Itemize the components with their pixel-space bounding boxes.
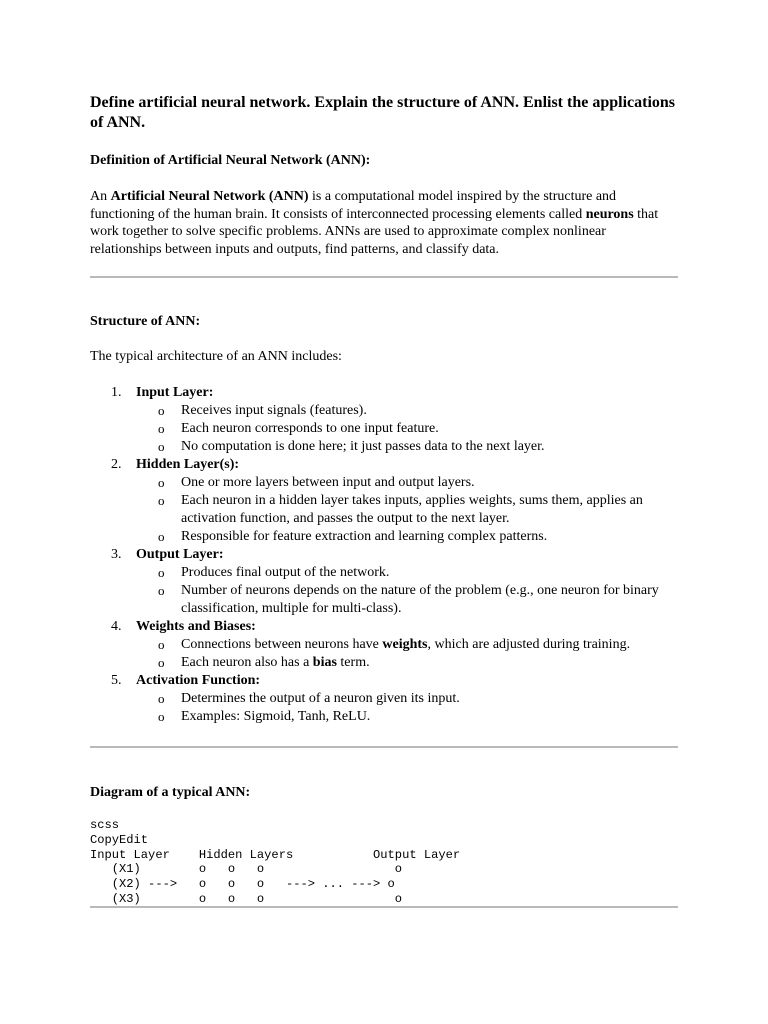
sub-item bbox=[136, 708, 680, 726]
bullet-marker: o bbox=[158, 475, 165, 490]
item-title: Input Layer: bbox=[136, 385, 214, 400]
item-number: 4. bbox=[111, 619, 122, 634]
diagram-heading: Diagram of a typical ANN: bbox=[90, 785, 251, 800]
sub-item-text: Determines the output of a neuron given its input. bbox=[181, 691, 460, 706]
sub-item-bold: weights bbox=[382, 637, 428, 652]
horizontal-rule bbox=[90, 276, 678, 278]
item-title: Activation Function: bbox=[136, 673, 261, 688]
sub-item-text: Number of neurons depends on the nature of the problem (e.g., one neuron for binary classification, multiple for multi-class). bbox=[181, 583, 659, 616]
sub-item bbox=[136, 438, 680, 456]
definition-text-1: An bbox=[90, 189, 111, 204]
sub-item-text: Receives input signals (features). bbox=[181, 403, 367, 418]
sub-item-text: One or more layers between input and output layers. bbox=[181, 475, 475, 490]
bullet-marker: o bbox=[158, 637, 165, 652]
bullet-marker: o bbox=[158, 493, 165, 508]
code-line: scss bbox=[90, 818, 120, 832]
sub-item-text: Each neuron corresponds to one input feature. bbox=[181, 421, 439, 436]
bullet-marker: o bbox=[158, 529, 165, 544]
sub-item bbox=[136, 492, 680, 528]
item-number: 1. bbox=[111, 385, 122, 400]
diagram-code-block bbox=[90, 818, 680, 907]
item-title: Weights and Biases: bbox=[136, 619, 256, 634]
sub-item bbox=[136, 420, 680, 438]
structure-item bbox=[90, 456, 680, 546]
bullet-marker: o bbox=[158, 655, 165, 670]
sub-item-text: Connections between neurons have bbox=[181, 637, 383, 652]
bullet-marker: o bbox=[158, 565, 165, 580]
sub-list bbox=[136, 402, 680, 456]
bullet-marker: o bbox=[158, 439, 165, 454]
sub-item bbox=[136, 402, 680, 420]
sub-item bbox=[136, 654, 680, 672]
code-line: CopyEdit bbox=[90, 832, 149, 847]
structure-item bbox=[90, 546, 680, 618]
structure-heading: Structure of ANN: bbox=[90, 314, 201, 329]
bullet-marker: o bbox=[158, 691, 165, 706]
item-title: Output Layer: bbox=[136, 547, 224, 562]
code-line: (X1) o o o o bbox=[90, 862, 403, 877]
sub-item bbox=[136, 564, 680, 582]
sub-list bbox=[136, 564, 680, 618]
sub-item-text: Produces final output of the network. bbox=[181, 565, 390, 580]
sub-item bbox=[136, 690, 680, 708]
sub-item bbox=[136, 474, 680, 492]
item-number: 5. bbox=[111, 673, 122, 688]
sub-item-text: Each neuron also has a bbox=[181, 655, 313, 670]
horizontal-rule bbox=[90, 746, 678, 748]
definition-bold-neurons: neurons bbox=[585, 206, 634, 222]
structure-item bbox=[90, 384, 680, 456]
item-title: Hidden Layer(s): bbox=[136, 457, 240, 472]
definition-text-3: that work together to solve specific problems. ANNs are used to approximate complex nonlinear relationships between inputs and outputs, find patterns, and classify data. bbox=[90, 206, 659, 258]
sub-list bbox=[136, 636, 680, 672]
bullet-marker: o bbox=[158, 583, 165, 598]
sub-item bbox=[136, 582, 680, 618]
code-line: (X2) ---> o o o ---> ... ---> o bbox=[90, 877, 395, 892]
sub-item-text: , which are adjusted during training. bbox=[427, 637, 631, 652]
bullet-marker: o bbox=[158, 421, 165, 436]
definition-heading: Definition of Artificial Neural Network (ANN): bbox=[90, 153, 371, 168]
sub-item-text: term. bbox=[336, 655, 370, 670]
sub-item-text: Each neuron in a hidden layer takes inputs, applies weights, sums them, applies an activation function, and passes the output to the next layer. bbox=[181, 493, 643, 526]
sub-item-bold: bias bbox=[312, 655, 337, 670]
definition-paragraph bbox=[90, 188, 680, 259]
sub-item-text: Examples: Sigmoid, Tanh, ReLU. bbox=[181, 709, 371, 724]
sub-item-text: Responsible for feature extraction and learning complex patterns. bbox=[181, 529, 548, 544]
question-title: Define artificial neural network. Explain the structure of ANN. Enlist the applications of ANN. bbox=[90, 94, 676, 131]
structure-list bbox=[90, 384, 680, 726]
definition-bold-ann: Artificial Neural Network (ANN) bbox=[110, 189, 309, 204]
structure-intro: The typical architecture of an ANN includes: bbox=[90, 349, 342, 364]
bullet-marker: o bbox=[158, 403, 165, 418]
bullet-marker: o bbox=[158, 709, 165, 724]
structure-item bbox=[90, 618, 680, 672]
sub-list bbox=[136, 474, 680, 546]
sub-item-text: No computation is done here; it just passes data to the next layer. bbox=[181, 439, 545, 454]
horizontal-rule bbox=[90, 906, 678, 908]
definition-text-2: is a computational model inspired by the structure and functioning of the human brain. It consists of interconnected processing elements called bbox=[90, 189, 617, 222]
item-number: 2. bbox=[111, 457, 122, 472]
code-line: (X3) o o o o bbox=[90, 891, 403, 906]
sub-item bbox=[136, 528, 680, 546]
code-line: Input Layer Hidden Layers Output Layer bbox=[90, 847, 461, 862]
item-number: 3. bbox=[111, 547, 122, 562]
structure-item bbox=[90, 672, 680, 726]
sub-list bbox=[136, 690, 680, 726]
sub-item bbox=[136, 636, 680, 654]
